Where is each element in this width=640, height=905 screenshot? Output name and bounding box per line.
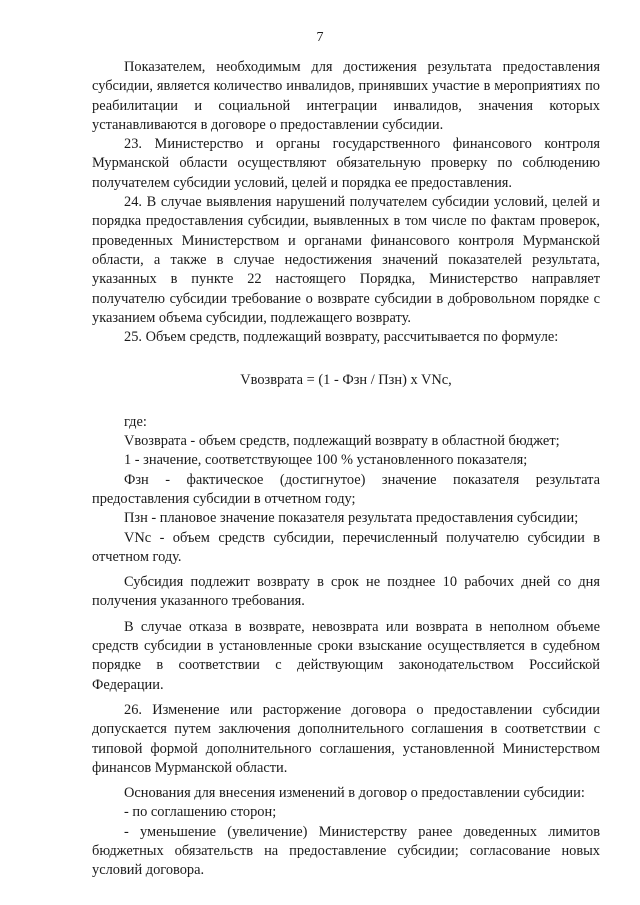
page-number: 7: [316, 30, 324, 45]
document-body: [92, 58, 600, 881]
ground-item-agreement: - по соглашению сторон;: [124, 804, 277, 821]
paragraph-24: 24. В случае выявления нарушений получателем субсидии условий, целей и порядка предоставления субсидии, выявленных в том числе по фактам проверок, проведенных Министерством и органами финансового контроля Мурманской области, а также в случае недостижения значений показателей результата, указанных в пункте 22 настоящего Порядка, Министерство направляет получателю субсидии требование о возврате субсидии в добровольном порядке с указанием объема субсидии, подлежащего возврату.: [92, 194, 600, 326]
paragraph-refusal: В случае отказа в возврате, невозврата или возврата в неполном объеме средств субсидии в установленные сроки взыскание осуществляется в судебном порядке в соответствии с действующим законодательством Российской Федерации.: [92, 618, 600, 693]
paragraph-indicator: Показателем, необходимым для достижения результата предоставления субсидии, является количество инвалидов, принявших участие в мероприятиях по реабилитации и социальной интеграции инвалидов, значения которых устанавливаются в договоре о предоставлении субсидии.: [92, 59, 600, 133]
paragraph-grounds: Основания для внесения изменений в договор о предоставлении субсидии:: [124, 785, 585, 802]
definition-vnc: VNc - объем средств субсидии, перечисленный получателю субсидии в отчетном году.: [92, 529, 600, 565]
definition-one: 1 - значение, соответствующее 100 % установленного показателя;: [124, 452, 528, 469]
where-label: где:: [124, 413, 147, 430]
definition-v-return: Vвозврата - объем средств, подлежащий возврату в областной бюджет;: [124, 433, 560, 450]
definition-fzn: Фзн - фактическое (достигнутое) значение показателя результата предоставления субсидии в отчетном году;: [92, 471, 600, 507]
paragraph-26: 26. Изменение или расторжение договора о предоставлении субсидии допускается путем заключения дополнительного соглашения в соответствии с типовой формой дополнительного соглашения, установленной Министерством финансов Мурманской области.: [92, 701, 600, 776]
paragraph-23: 23. Министерство и органы государственного финансового контроля Мурманской области осуществляют обязательную проверку по соблюдению получателем субсидии условий, целей и порядка ее предоставления.: [92, 136, 600, 191]
paragraph-25: 25. Объем средств, подлежащий возврату, рассчитывается по формуле:: [124, 329, 559, 346]
definition-pzn: Пзн - плановое значение показателя результата предоставления субсидии;: [124, 510, 579, 527]
ground-item-limits: - уменьшение (увеличение) Министерству ранее доведенных лимитов бюджетных обязательств на предоставление субсидии; согласование новых условий договора.: [92, 823, 600, 879]
paragraph-return-deadline: Субсидия подлежит возврату в срок не позднее 10 рабочих дней со дня получения указанного требования.: [92, 574, 600, 610]
return-formula: Vвозврата = (1 - Фзн / Пзн) x VNc,: [240, 372, 452, 389]
